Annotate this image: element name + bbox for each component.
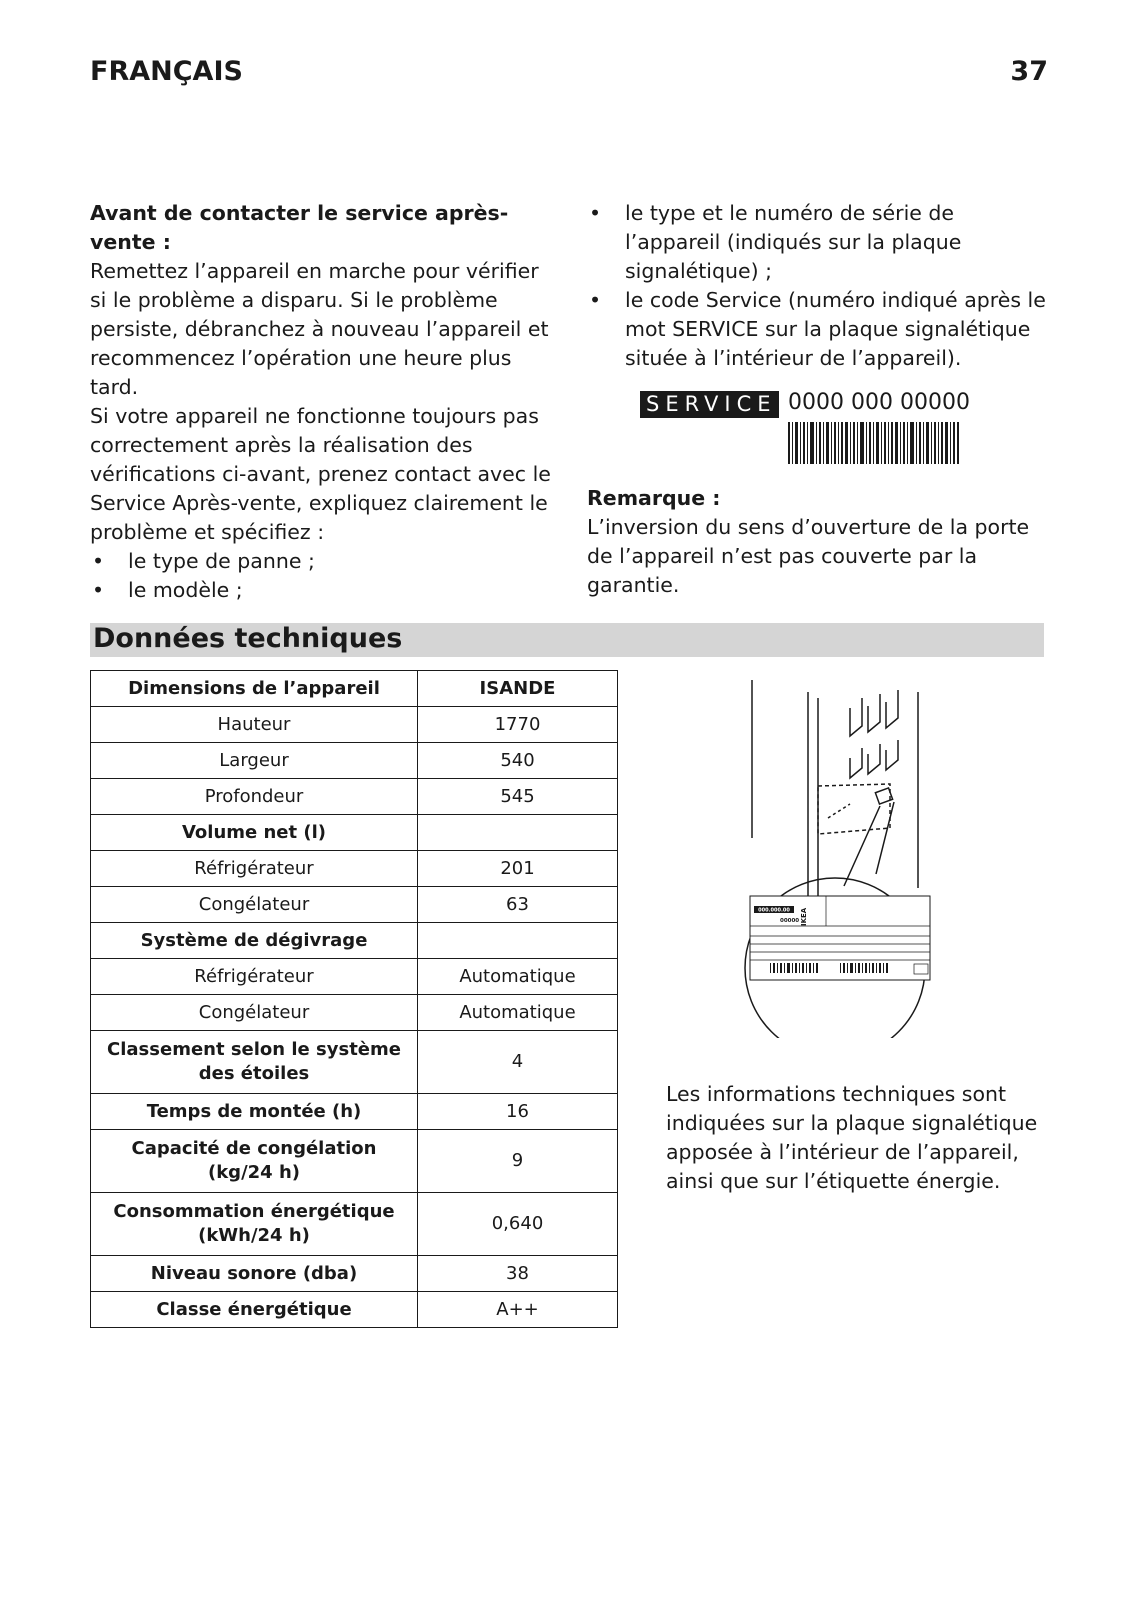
table-row [91, 1193, 618, 1256]
right-bullet-list [587, 199, 1052, 373]
right-column [587, 199, 1052, 373]
list-item: • le type de panne ; [90, 547, 560, 576]
table-cell-label: Consommation énergétique (kWh/24 h) [91, 1193, 418, 1256]
table-cell-label: Temps de montée (h) [91, 1094, 418, 1130]
table-cell-label: Niveau sonore (dba) [91, 1256, 418, 1292]
table-cell-value: Automatique [418, 959, 618, 995]
table-cell-value: 545 [418, 779, 618, 815]
table-cell-value: Automatique [418, 995, 618, 1031]
table-row [91, 851, 618, 887]
service-heading: Avant de contacter le service après-vente : [90, 201, 509, 254]
contact-paragraph: Si votre appareil ne fonctionne toujours pas correctement après la réalisation des vérifications ci-avant, prenez contact avec le Service Après-vente, expliquez clairement le problème et spécifiez : [90, 404, 551, 544]
table-cell-value: 4 [418, 1031, 618, 1094]
section-title: Données techniques [93, 623, 403, 654]
page-language-header: FRANÇAIS [90, 56, 243, 87]
table-row [91, 959, 618, 995]
table-row [91, 779, 618, 815]
restart-paragraph: Remettez l’appareil en marche pour vérifier si le problème a disparu. Si le problème persiste, débranchez à nouveau l’appareil et recommencez l’opération une heure plus tard. [90, 259, 549, 399]
service-label-badge: SERVICE [640, 391, 779, 418]
list-item: • le type et le numéro de série de l’appareil (indiqués sur la plaque signalétique) ; [587, 199, 1052, 286]
technical-data-table [90, 670, 618, 1328]
barcode-icon [788, 422, 960, 464]
service-code-label [640, 390, 970, 418]
table-cell-label: Capacité de congélation (kg/24 h) [91, 1130, 418, 1193]
list-item: • le code Service (numéro indiqué après le mot SERVICE sur la plaque signalétique située à l’intérieur de l’appareil). [587, 286, 1052, 373]
table-cell-value: 38 [418, 1256, 618, 1292]
page-number: 37 [1010, 56, 1048, 87]
table-cell-value: 16 [418, 1094, 618, 1130]
table-row [91, 995, 618, 1031]
technical-info-note: Les informations techniques sont indiquées sur la plaque signalétique apposée à l’intérieur de l’appareil, ainsi que sur l’étiquette énergie. [666, 1082, 1038, 1193]
rating-plate-illustration [740, 678, 940, 1038]
table-cell-label: Congélateur [91, 995, 418, 1031]
table-cell-label: Congélateur [91, 887, 418, 923]
table-row [91, 815, 618, 851]
plate-number-text: 000.000.00 [758, 907, 790, 914]
table-row [91, 887, 618, 923]
list-item: • le modèle ; [90, 576, 560, 605]
table-cell-label: Classe énergétique [91, 1292, 418, 1328]
table-cell-value: 0,640 [418, 1193, 618, 1256]
table-cell-value: 1770 [418, 707, 618, 743]
table-row [91, 1292, 618, 1328]
table-row [91, 743, 618, 779]
table-cell-value: A++ [418, 1292, 618, 1328]
table-row [91, 1094, 618, 1130]
table-cell-label: Hauteur [91, 707, 418, 743]
remark-block [587, 484, 1052, 600]
table-cell-label: Classement selon le système des étoiles [91, 1031, 418, 1094]
table-row [91, 1130, 618, 1193]
table-cell-value: 540 [418, 743, 618, 779]
table-row [91, 671, 618, 707]
table-cell-value: 201 [418, 851, 618, 887]
table-cell-label: Volume net (l) [91, 815, 418, 851]
table-cell-label: Système de dégivrage [91, 923, 418, 959]
table-cell-label: Réfrigérateur [91, 959, 418, 995]
left-bullet-list [90, 547, 560, 605]
table-cell-value: 9 [418, 1130, 618, 1193]
remark-text: L’inversion du sens d’ouverture de la porte de l’appareil n’est pas couverte par la garantie. [587, 515, 1030, 597]
table-row [91, 1031, 618, 1094]
table-row [91, 707, 618, 743]
table-cell-value [418, 923, 618, 959]
table-cell-label: Dimensions de l’appareil [91, 671, 418, 707]
table-cell-value: 63 [418, 887, 618, 923]
table-cell-label: Largeur [91, 743, 418, 779]
left-column [90, 199, 560, 605]
table-row [91, 923, 618, 959]
table-cell-value [418, 815, 618, 851]
table-cell-value: ISANDE [418, 671, 618, 707]
remark-heading: Remarque : [587, 486, 721, 510]
service-code-number: 0000 000 00000 [788, 390, 970, 415]
table-cell-label: Réfrigérateur [91, 851, 418, 887]
plate-code-text: 00000 [780, 918, 800, 924]
plate-brand-text: IKEA [800, 907, 808, 926]
table-row [91, 1256, 618, 1292]
table-cell-label: Profondeur [91, 779, 418, 815]
